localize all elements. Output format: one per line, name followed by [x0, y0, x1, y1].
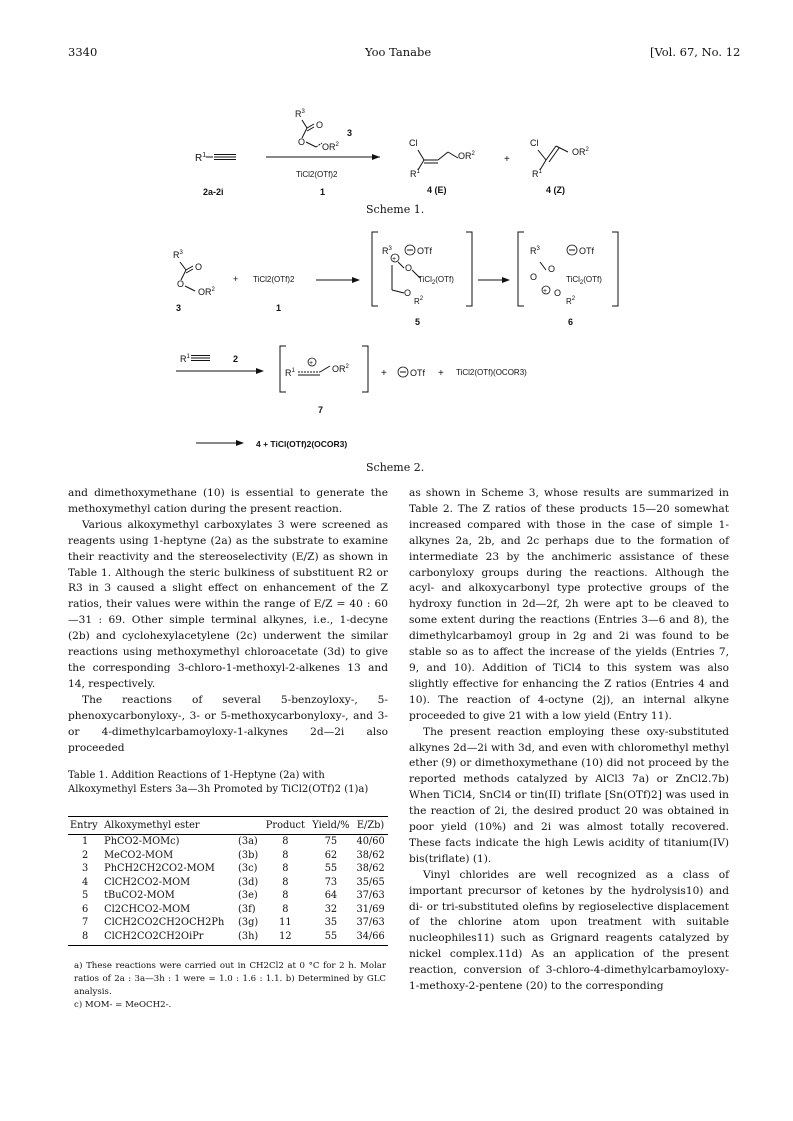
table-footnote: a) These reactions were carried out in CH2Cl2 at 0 °C for 2 h. Molar ratios of 2a : 3a—3h : 1 were = 1.0 : 1.6 : 1.1. b) Determined by GLC analysis.	[74, 961, 386, 997]
paragraph: Vinyl chlorides are well recognized as a class of important precursor of ketones by the hydrolysis10) and di- or tri-substituted olefins by regioselective displacement of the chlorine atom upon treatment with suitable nucleophiles11) such as Grignard reagents catalyzed by nickel complex.11d) As an application of the present reaction, conversion of 3-chloro-4-dimethylcarbamoyloxy-1-methoxy-2-pentene (20) to the corresponding	[409, 868, 729, 993]
paragraph: The reactions of several 5-benzoyloxy-, 5-phenoxycarbonyloxy-, 3- or 5-methoxycarbonyloxy-, and 3- or 4-dimethylcarbamoyloxy-1-alkynes 2d—2i also proceeded	[68, 693, 388, 754]
svg-text:R3: $R^3$	[530, 246, 540, 256]
svg-text:7: 7	[318, 405, 324, 415]
scheme1-alkyne-label: 2a-2i	[203, 187, 224, 197]
svg-text:R2: $R^2$	[566, 296, 576, 306]
table-row: 3 PhCH2CH2CO2-MOM (3c) 8 55 38/62	[81, 863, 385, 874]
scheme2-label-1: 1	[276, 303, 282, 313]
svg-text:OR2: $OR^2$	[322, 142, 339, 152]
table-header: Entry	[68, 817, 102, 835]
table-header: Product	[262, 817, 309, 835]
scheme1-reagent-number: 3	[347, 128, 353, 138]
scheme1-catalyst-number: 1	[320, 187, 326, 197]
svg-text:TiCl2(OTf): TiCl$_2$(OTf)	[418, 275, 454, 286]
scheme2-reagent-3	[173, 250, 216, 313]
svg-text:+: +	[438, 368, 444, 379]
scheme2-caption: Scheme 2.	[366, 461, 425, 474]
product-z-label: 4 (Z)	[546, 185, 565, 195]
scheme1-reagent	[295, 109, 352, 152]
svg-text:5: 5	[415, 317, 421, 327]
paragraph: and dimethoxymethane (10) is essential to generate the methoxymethyl cation during the present reaction.	[68, 487, 388, 515]
table-row: 5 tBuCO2-MOM (3e) 8 64 37/63	[81, 890, 385, 901]
scheme1-alkyne	[195, 152, 236, 197]
svg-text:R1: $R^1$	[180, 354, 190, 364]
table-row: 1 PhCO2-MOMc) (3a) 8 75 40/60	[81, 836, 385, 847]
svg-text:O: O	[298, 137, 306, 147]
svg-text:TiCl2(OTf): TiCl$_2$(OTf)	[566, 275, 602, 286]
page-number: 3340	[68, 45, 98, 59]
svg-text:R2: $R^2$	[414, 296, 424, 306]
table-row: 4 ClCH2CO2-MOM (3d) 8 73 35/65	[81, 876, 385, 888]
svg-text:OTf: OTf	[410, 368, 425, 378]
table-footnote: c) MOM- = MeOCH2-.	[74, 1000, 172, 1010]
running-author: Yoo Tanabe	[365, 45, 432, 59]
svg-text:R3: $R^3$	[295, 109, 305, 119]
scheme2-reagent-ti: TiCl2(OTf)2	[253, 275, 295, 284]
table-header: Alkoxymethyl ester	[102, 817, 236, 835]
intermediate-6	[518, 232, 618, 327]
table-row: 7 ClCH2CO2CH2OCH2Ph (3g) 11 35 37/63	[81, 917, 385, 928]
scheme2-final: 4 + TiCl(OTf)2(OCOR3)	[256, 439, 348, 449]
svg-text:O: O	[177, 279, 185, 289]
svg-text:R1: $R^1$	[532, 169, 542, 179]
svg-text:O: O	[404, 288, 412, 298]
scheme1-product-z	[530, 138, 590, 195]
table-row: 6 Cl2CHCO2-MOM (3f) 8 32 31/69	[81, 903, 385, 915]
table1-footnotes	[74, 960, 386, 1012]
table1-caption: Table 1. Addition Reactions of 1-Heptyne (2a) with Alkoxymethyl Esters 3a—3h Promoted by TiCl2(OTf)2 (1)a)	[68, 770, 369, 795]
svg-text:+: +	[392, 256, 397, 263]
svg-text:+: +	[543, 288, 548, 295]
table1	[68, 816, 388, 946]
svg-text:OTf: OTf	[579, 246, 594, 256]
svg-text:OTf: OTf	[417, 246, 432, 256]
svg-text:O: O	[316, 120, 324, 130]
svg-text:O: O	[530, 272, 538, 282]
svg-text:+: +	[309, 360, 314, 367]
right-column	[409, 486, 729, 995]
svg-text:O: O	[195, 262, 203, 272]
svg-text:OR2: $OR^2$	[198, 287, 215, 297]
scheme2-byproduct: TiCl2(OTf)(OCOR3)	[456, 368, 527, 377]
svg-text:R1: $R^1$	[195, 152, 207, 164]
scheme2-arrow-label-2: 2	[233, 354, 239, 364]
paragraph: The present reaction employing these oxy-substituted alkynes 2d—2i with 3d, and even with chloromethyl methyl ether (9) or dimethoxymethane (10) did not proceed by the reported methods catalyzed by AlCl3 7a) or ZnCl2.7b) When TiCl4, SnCl4 or tin(II) triflate [Sn(OTf)2] was used in the reaction of 2i, the desired product 20 was obtained in poor yield (10%) and 2i was almost totally recovered. These facts indicate the high Lewis acidity of titanium(IV) bis(triflate) (1).	[409, 725, 729, 865]
journal-volume: [Vol. 67, No. 12	[650, 45, 741, 59]
scheme2-row2	[176, 346, 527, 415]
svg-text:O: O	[405, 263, 413, 273]
svg-text:+: +	[504, 154, 510, 165]
table-row: 2 MeCO2-MOM (3b) 8 62 38/62	[81, 849, 385, 861]
intermediate-5	[372, 232, 472, 327]
svg-text:Cl: Cl	[530, 138, 539, 148]
svg-text:R1: $R^1$	[410, 169, 420, 179]
table-row: 8 ClCH2CO2CH2OiPr (3h) 12 55 34/66	[68, 930, 388, 946]
svg-text:R1: $R^1$	[285, 368, 295, 378]
svg-text:+: +	[233, 274, 239, 284]
svg-text:6: 6	[568, 317, 574, 327]
paragraph: as shown in Scheme 3, whose results are summarized in Table 2. The Z ratios of these products 15—20 somewhat increased compared with those in the case of simple 1-alkynes 2a, 2b, and 2c perhaps due to the formation of intermediate 23 by the anchimeric assistance of these carbonyloxy groups during the reactions. Although the acyl- and alkoxycarbonyl type protective groups of the hydroxy function in 2d—2f, 2h were apt to be cleaved to some extent during the reactions (Entries 3—6 and 8), the dimethylcarbamoyl group in 2g and 2i was found to be stable so as to affect the increase of the yields (Entries 7, 9, and 10). Addition of TiCl4 to this system was also slightly effective for enhancing the Z ratios (Entries 4 and 10). The reaction of 4-octyne (2j), an internal alkyne proceeded to give 21 with a low yield (Entry 11).	[409, 487, 729, 722]
svg-text:R3: $R^3$	[173, 250, 183, 260]
left-column	[68, 486, 388, 756]
scheme2-label-3: 3	[176, 303, 182, 313]
svg-text:O: O	[554, 288, 562, 298]
reaction-schemes	[0, 0, 793, 480]
svg-text:OR2: $OR^2$	[572, 147, 589, 157]
table-header: E/Zb)	[353, 817, 388, 835]
scheme1-product-e	[409, 138, 476, 195]
svg-text:O: O	[548, 264, 556, 274]
scheme1-caption: Scheme 1.	[366, 203, 425, 216]
svg-text:Cl: Cl	[409, 138, 418, 148]
svg-text:+: +	[381, 368, 387, 379]
svg-text:OR2: $OR^2$	[332, 364, 349, 374]
scheme1-catalyst: TiCl2(OTf)2	[296, 170, 338, 179]
svg-text:R3: $R^3$	[382, 246, 392, 256]
product-e-label: 4 (E)	[427, 185, 447, 195]
paragraph: Various alkoxymethyl carboxylates 3 were screened as reagents using 1-heptyne (2a) as the substrate to examine their reactivity and the stereoselectivity (E/Z) as shown in Table 1. Although the steric bulkiness of substituent R2 or R3 in 3 caused a slight effect on enhancement of the Z ratios, their values were within the range of E/Z = 40 : 60—31 : 69. Other simple terminal alkynes, i.e., 1-decyne (2b) and cyclohexylacetylene (2c) underwent the similar reactions using methoxymethyl chloroacetate (3d) to give the corresponding 3-chloro-1-methoxyl-2-alkenes 13 and 14, respectively.	[68, 518, 388, 690]
table-header: Yield/%	[309, 817, 353, 835]
svg-text:OR2: $OR^2$	[458, 151, 475, 161]
